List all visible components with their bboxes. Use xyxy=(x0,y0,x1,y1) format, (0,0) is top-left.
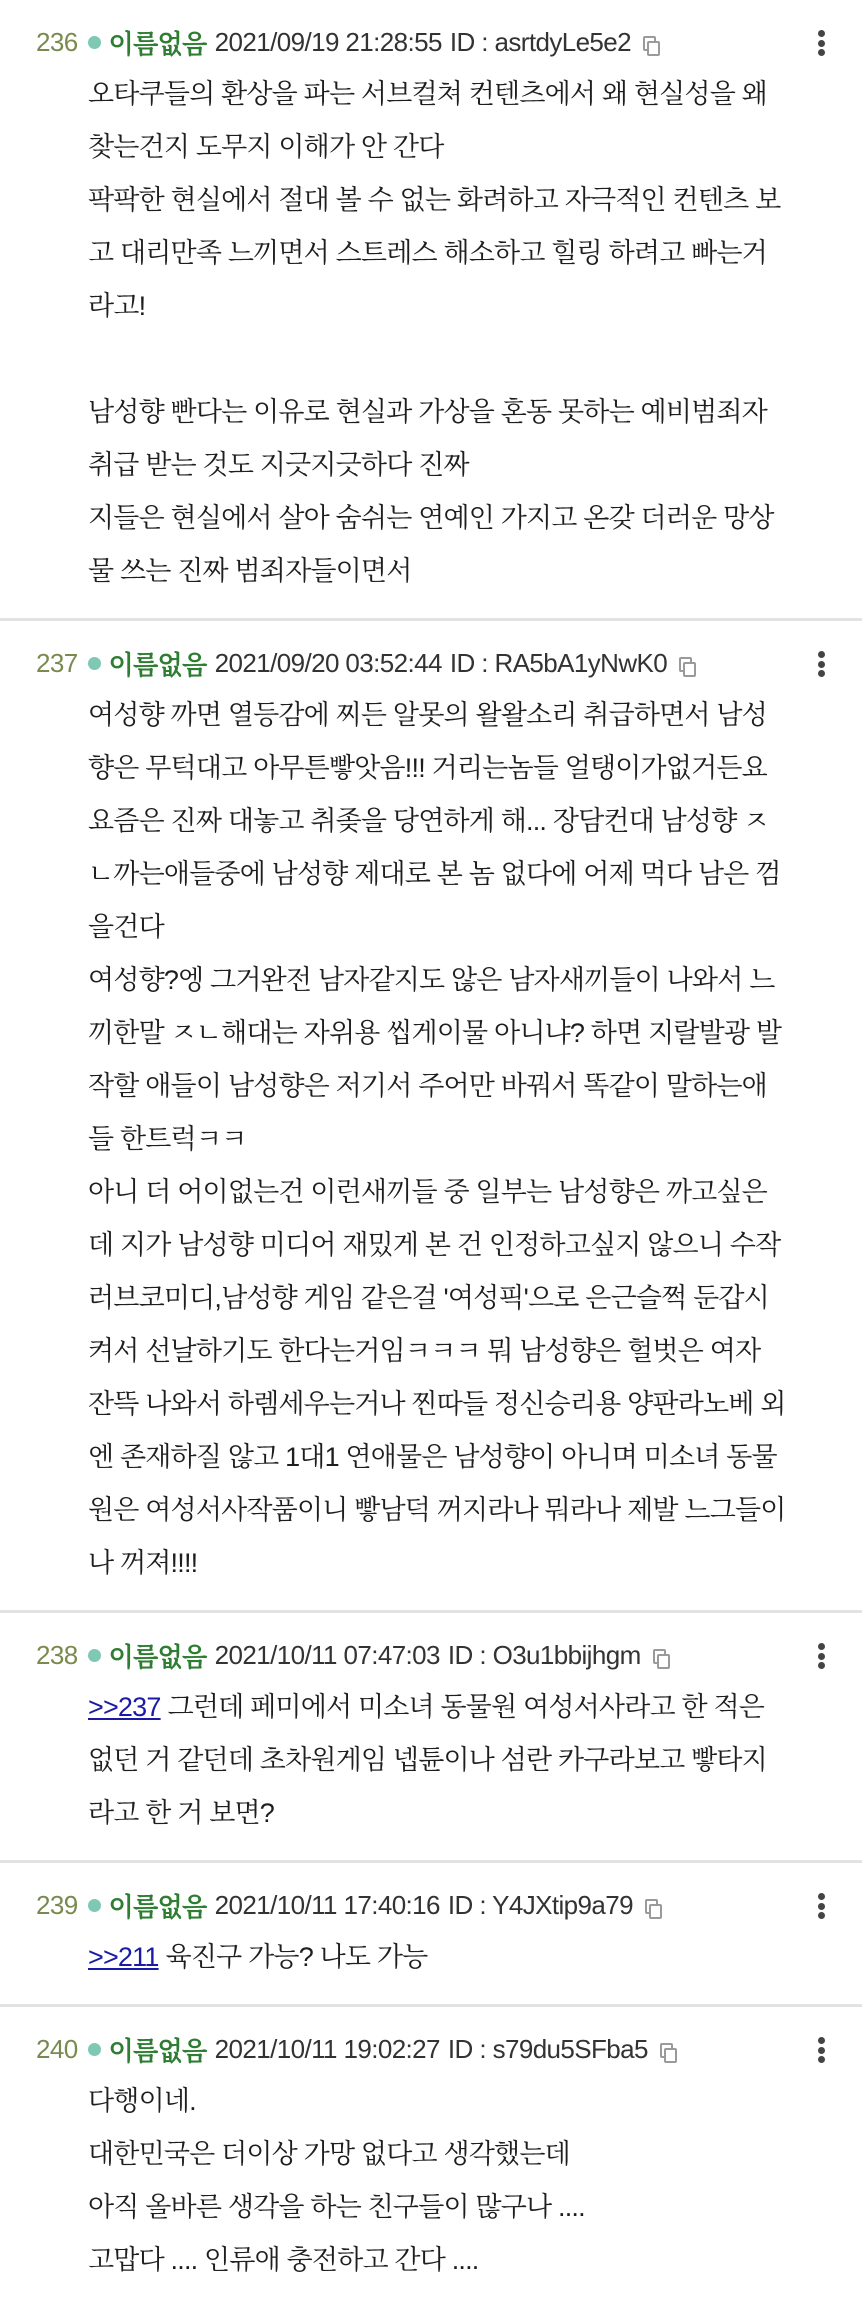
author-name: 이름없음 xyxy=(108,2035,207,2066)
post-header xyxy=(0,22,862,62)
post-line-text: 작할 애들이 남성향은 저기서 주어만 바꿔서 똑같이 말하는애 xyxy=(88,1071,767,1101)
post-timestamp: 2021/10/11 07:47:03 xyxy=(214,1639,440,1670)
post-line-text: 러브코미디,남성향 게임 같은걸 '여성픽'으로 은근슬쩍 둔갑시 xyxy=(88,1283,769,1313)
more-options-icon[interactable] xyxy=(814,30,828,56)
post-line-text: ㄴ까는애들중에 남성향 제대로 본 놈 없다에 어제 먹다 남은 껌 xyxy=(88,859,781,889)
post-line xyxy=(88,492,822,545)
post-line xyxy=(88,1378,822,1431)
poster-id: ID : O3u1bbijhgm xyxy=(447,1639,641,1670)
copy-icon[interactable] xyxy=(645,1899,661,1917)
post-line xyxy=(88,68,822,121)
reply-link[interactable]: >>237 xyxy=(88,1692,161,1722)
status-dot-icon xyxy=(88,657,101,670)
post-line-text: 고 대리만족 느끼면서 스트레스 해소하고 힐링 하려고 빠는거 xyxy=(88,238,767,268)
post-number[interactable]: 237 xyxy=(36,647,78,678)
more-options-icon[interactable] xyxy=(814,2037,828,2063)
post-line-text: 엔 존재하질 않고 1대1 연애물은 남성향이 아니며 미소녀 동물 xyxy=(88,1442,777,1472)
post-body xyxy=(0,1925,862,1984)
post-header xyxy=(0,643,862,683)
poster-id: ID : RA5bA1yNwK0 xyxy=(449,647,668,678)
author-name: 이름없음 xyxy=(108,1641,207,1672)
post-body xyxy=(0,2069,862,2287)
poster-id: ID : s79du5SFba5 xyxy=(447,2033,648,2064)
post-line xyxy=(88,2128,822,2181)
more-options-icon[interactable] xyxy=(814,651,828,677)
post-line-text: 아직 올바른 생각을 하는 친구들이 많구나 .... xyxy=(88,2192,585,2222)
post-line-text: 끼한말 ㅈㄴ해대는 자위용 씹게이물 아니냐? 하면 지랄발광 발 xyxy=(88,1018,782,1048)
post xyxy=(0,1613,862,1863)
status-dot-icon xyxy=(88,2043,101,2056)
post-line-text: 여성향 까면 열등감에 찌든 알못의 왈왈소리 취급하면서 남성 xyxy=(88,700,767,730)
status-dot-icon xyxy=(88,36,101,49)
post-line xyxy=(88,121,822,174)
post-line-text: 지들은 현실에서 살아 숨쉬는 연예인 가지고 온갖 더러운 망상 xyxy=(88,503,774,533)
author-name: 이름없음 xyxy=(108,28,207,59)
post-line-text: 찾는건지 도무지 이해가 안 간다 xyxy=(88,132,444,162)
post xyxy=(0,621,862,1613)
post-line xyxy=(88,2075,822,2128)
post-number[interactable]: 240 xyxy=(36,2033,78,2064)
copy-icon[interactable] xyxy=(679,657,695,675)
post-line-text: 라고 한 거 보면? xyxy=(88,1798,275,1828)
post-timestamp: 2021/09/20 03:52:44 xyxy=(214,647,442,678)
post-timestamp: 2021/10/11 17:40:16 xyxy=(214,1889,440,1920)
post-line-text: 을건다 xyxy=(88,912,164,942)
post-line xyxy=(88,1734,822,1787)
post-line-text: 오타쿠들의 환상을 파는 서브컬쳐 컨텐츠에서 왜 현실성을 왜 xyxy=(88,79,767,109)
post-line xyxy=(88,1681,822,1734)
post-line-text: 들 한트럭ㅋㅋ xyxy=(88,1124,247,1154)
post-line xyxy=(88,1431,822,1484)
post-number[interactable]: 239 xyxy=(36,1889,78,1920)
post-line xyxy=(88,280,822,333)
post-line-text: 데 지가 남성향 미디어 재밌게 본 건 인정하고싶지 않으니 수작 xyxy=(88,1230,781,1260)
post-body xyxy=(0,683,862,1590)
post-line xyxy=(88,1484,822,1537)
post-line xyxy=(88,545,822,598)
post-line xyxy=(88,386,822,439)
post-line xyxy=(88,2234,822,2287)
post-timestamp: 2021/09/19 21:28:55 xyxy=(214,26,442,57)
post-line xyxy=(88,1272,822,1325)
poster-id: ID : asrtdyLe5e2 xyxy=(449,26,632,57)
post-body xyxy=(0,1675,862,1840)
status-dot-icon xyxy=(88,1649,101,1662)
post-line xyxy=(88,1787,822,1840)
post-line xyxy=(88,1537,822,1590)
post xyxy=(0,1863,862,2007)
post-line-text: 대한민국은 더이상 가망 없다고 생각했는데 xyxy=(88,2139,570,2169)
post-line-text: 원은 여성서사작품이니 빻남덕 꺼지라나 뭐라나 제발 느그들이 xyxy=(88,1495,786,1525)
post-line-text: 그런데 페미에서 미소녀 동물원 여성서사라고 한 적은 xyxy=(167,1692,765,1722)
post-header xyxy=(0,1885,862,1925)
post-line xyxy=(88,333,822,386)
post-line-text: 다행이네. xyxy=(88,2086,196,2116)
post-line xyxy=(88,848,822,901)
post-timestamp: 2021/10/11 19:02:27 xyxy=(214,2033,440,2064)
post-line xyxy=(88,1113,822,1166)
post-line-text: 없던 거 같던데 초차원게임 넵튠이나 섬란 카구라보고 빻타지 xyxy=(88,1745,767,1775)
post-line xyxy=(88,2181,822,2234)
post-line-text: 팍팍한 현실에서 절대 볼 수 없는 화려하고 자극적인 컨텐츠 보 xyxy=(88,185,781,215)
post-line-text: 취급 받는 것도 지긋지긋하다 진짜 xyxy=(88,450,469,480)
post-line xyxy=(88,795,822,848)
post-line xyxy=(88,742,822,795)
post-line-text: 나 꺼져!!!! xyxy=(88,1548,198,1578)
post-number[interactable]: 236 xyxy=(36,26,78,57)
post-header xyxy=(0,2029,862,2069)
copy-icon[interactable] xyxy=(643,36,659,54)
post-line xyxy=(88,1060,822,1113)
post-line-text: 여성향?엥 그거완전 남자같지도 않은 남자새끼들이 나와서 느 xyxy=(88,965,775,995)
post-line xyxy=(88,1325,822,1378)
author-name: 이름없음 xyxy=(108,1891,207,1922)
post xyxy=(0,2007,862,2307)
post-line-text: 고맙다 .... 인류애 충전하고 간다 .... xyxy=(88,2245,479,2275)
post-body xyxy=(0,62,862,598)
post-line xyxy=(88,954,822,1007)
post-line xyxy=(88,901,822,954)
more-options-icon[interactable] xyxy=(814,1643,828,1669)
author-name: 이름없음 xyxy=(108,649,207,680)
post-line xyxy=(88,1931,822,1984)
post-line xyxy=(88,1166,822,1219)
reply-link[interactable]: >>211 xyxy=(88,1942,159,1972)
post-line xyxy=(88,174,822,227)
post-line-text: 남성향 빤다는 이유로 현실과 가상을 혼동 못하는 예비범죄자 xyxy=(88,397,767,427)
post-line-text: 라고! xyxy=(88,291,146,321)
post-line xyxy=(88,227,822,280)
copy-icon[interactable] xyxy=(653,1649,669,1667)
post-line-text: 향은 무턱대고 아무튼빻앗음!!! 거리는놈들 얼탱이가없거든요 xyxy=(88,753,767,783)
post-header xyxy=(0,1635,862,1675)
more-options-icon[interactable] xyxy=(814,1893,828,1919)
post-line-text: 요즘은 진짜 대놓고 취좆을 당연하게 해... 장담컨대 남성향 ㅈ xyxy=(88,806,769,836)
copy-icon[interactable] xyxy=(660,2043,676,2061)
post-line-text: 물 쓰는 진짜 범죄자들이면서 xyxy=(88,556,412,586)
post-line-text: 잔뜩 나와서 하렘세우는거나 찐따들 정신승리용 양판라노베 외 xyxy=(88,1389,786,1419)
post-line-text: 육진구 가능? 나도 가능 xyxy=(165,1942,428,1972)
post-line xyxy=(88,439,822,492)
post-number[interactable]: 238 xyxy=(36,1639,78,1670)
poster-id: ID : Y4JXtip9a79 xyxy=(447,1889,633,1920)
status-dot-icon xyxy=(88,1899,101,1912)
post xyxy=(0,0,862,621)
post-line-text: 켜서 선날하기도 한다는거임ㅋㅋㅋ 뭐 남성향은 헐벗은 여자 xyxy=(88,1336,761,1366)
post-line xyxy=(88,1007,822,1060)
post-line xyxy=(88,689,822,742)
post-line xyxy=(88,1219,822,1272)
post-line-text: 아니 더 어이없는건 이런새끼들 중 일부는 남성향은 까고싶은 xyxy=(88,1177,767,1207)
